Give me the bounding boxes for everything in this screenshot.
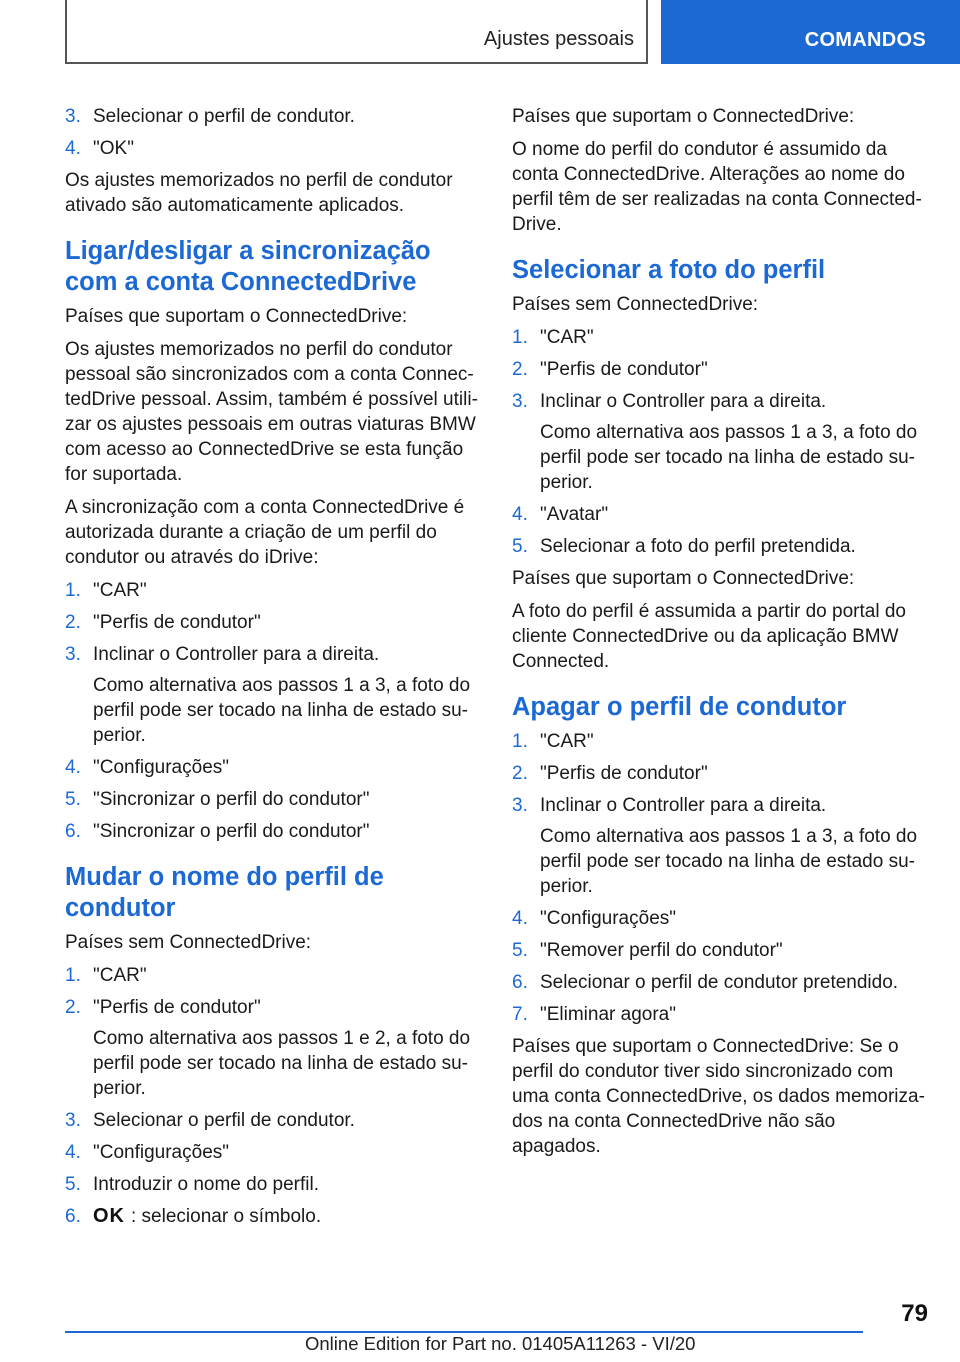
header-section-box [65,0,648,64]
list-item: 2. "Perfis de condutor" Como alternativa aos passos 1 e 2, a foto do perfil pode ser tocado na linha de estado superior. [65,995,479,1101]
list-item: 5. "Remover perfil do condutor" [512,940,783,961]
section-heading: Selecionar a foto do perfil [512,256,826,284]
ok-icon: OK [93,1205,125,1227]
paragraph: Países sem ConnectedDrive: [512,294,759,315]
list-item: 3. Selecionar o perfil de condutor. [65,106,355,127]
list-item: 1. "CAR" [65,580,147,601]
list-item: 3. Inclinar o Controller para a direita. Como alternativa aos passos 1 a 3, a foto do perfil pode ser tocado na linha de estado superior. [512,793,928,899]
section-heading: Mudar o nome do perfil de condutor [65,863,384,922]
list-item: 4. "OK" [65,138,134,159]
paragraph: Países que suportam o ConnectedDrive: [512,106,855,127]
header-chapter-tab [661,0,960,64]
list-item: 1. "CAR" [65,965,147,986]
list-item: 4. "Configurações" [512,908,677,929]
list-item: 5. Introduzir o nome do perfil. [65,1174,320,1195]
delete-steps [512,729,928,1027]
list-item: 3. Inclinar o Controller para a direita. Como alternativa aos passos 1 a 3, a foto do perfil pode ser tocado na linha de estado superior. [512,389,928,495]
list-item: 3. Inclinar o Controller para a direita. Como alternativa aos passos 1 a 3, a foto do perfil pode ser tocado na linha de estado superior. [65,642,479,748]
list-item: 1. "CAR" [512,731,594,752]
list-item: 1. "CAR" [512,327,594,348]
rename-steps [65,963,479,1229]
list-item: 4. "Configurações" [65,1142,230,1163]
paragraph: Os ajustes memorizados no perfil do condutor pessoal são sincronizados com a conta ConnectedDrive pessoal. Assim, também é possível utilizar os ajustes pessoais em outras viaturas BMW com acesso ao ConnectedDrive se esta função for suportada. [65,339,478,485]
page-number: 79 [901,1300,928,1327]
paragraph: Países que suportam o ConnectedDrive: [65,306,408,327]
paragraph: Os ajustes memorizados no perfil de condutor ativado são automaticamente aplicados. [65,170,453,216]
paragraph: Países que suportam o ConnectedDrive: [512,568,855,589]
list-item: 6. "Sincronizar o perfil do condutor" [65,821,370,842]
list-item: 4. "Avatar" [512,504,609,525]
list-item: 4. "Configurações" [65,757,230,778]
chapter-title: COMANDOS [804,29,926,51]
paragraph: A foto do perfil é assumida a partir do portal do cliente ConnectedDrive ou da aplicação BMW Connected. [512,601,906,672]
paragraph: A sincronização com a conta ConnectedDrive é autorizada durante a criação de um perfil do condutor ou através do iDrive: [65,497,465,568]
paragraph: Países que suportam o ConnectedDrive: Se o perfil do condutor tiver sido sincronizado com uma conta ConnectedDrive, os dados memorizados na conta ConnectedDrive não são apagados. [512,1036,925,1157]
paragraph: Países sem ConnectedDrive: [65,932,312,953]
list-item: 2. "Perfis de condutor" [512,359,708,380]
step-note: Como alternativa aos passos 1 e 2, a foto do perfil pode ser tocado na linha de estado superior. [93,1028,471,1099]
list-item: 6. OK : selecionar o símbolo. [65,1205,322,1227]
footer-edition: Online Edition for Part no. 01405A11263 - VI/20 [305,1333,696,1354]
section-heading: Apagar o perfil de condutor [512,693,847,721]
list-item: 2. "Perfis de condutor" [65,612,261,633]
step-note: Como alternativa aos passos 1 a 3, a foto do perfil pode ser tocado na linha de estado superior. [540,826,918,897]
section-title: Ajustes pessoais [483,28,634,50]
list-item: 5. "Sincronizar o perfil do condutor" [65,789,370,810]
list-item: 7. "Eliminar agora" [512,1004,676,1025]
list-item: 3. Selecionar o perfil de condutor. [65,1110,355,1131]
sync-steps [65,578,479,844]
section-heading: Ligar/desligar a sincronização com a conta ConnectedDrive [65,237,431,296]
step-note: Como alternativa aos passos 1 a 3, a foto do perfil pode ser tocado na linha de estado superior. [93,675,471,746]
intro-steps [65,104,479,161]
list-item: 6. Selecionar o perfil de condutor pretendido. [512,972,899,993]
photo-steps [512,325,928,559]
list-item: 2. "Perfis de condutor" [512,763,708,784]
step-note: Como alternativa aos passos 1 a 3, a foto do perfil pode ser tocado na linha de estado superior. [540,422,918,493]
left-column [65,104,479,1236]
right-column [512,104,928,1167]
list-item: 5. Selecionar a foto do perfil pretendida. [512,536,856,557]
paragraph: O nome do perfil do condutor é assumido da conta ConnectedDrive. Alterações ao nome do perfil têm de ser realizadas na conta ConnectedDrive. [512,139,922,235]
